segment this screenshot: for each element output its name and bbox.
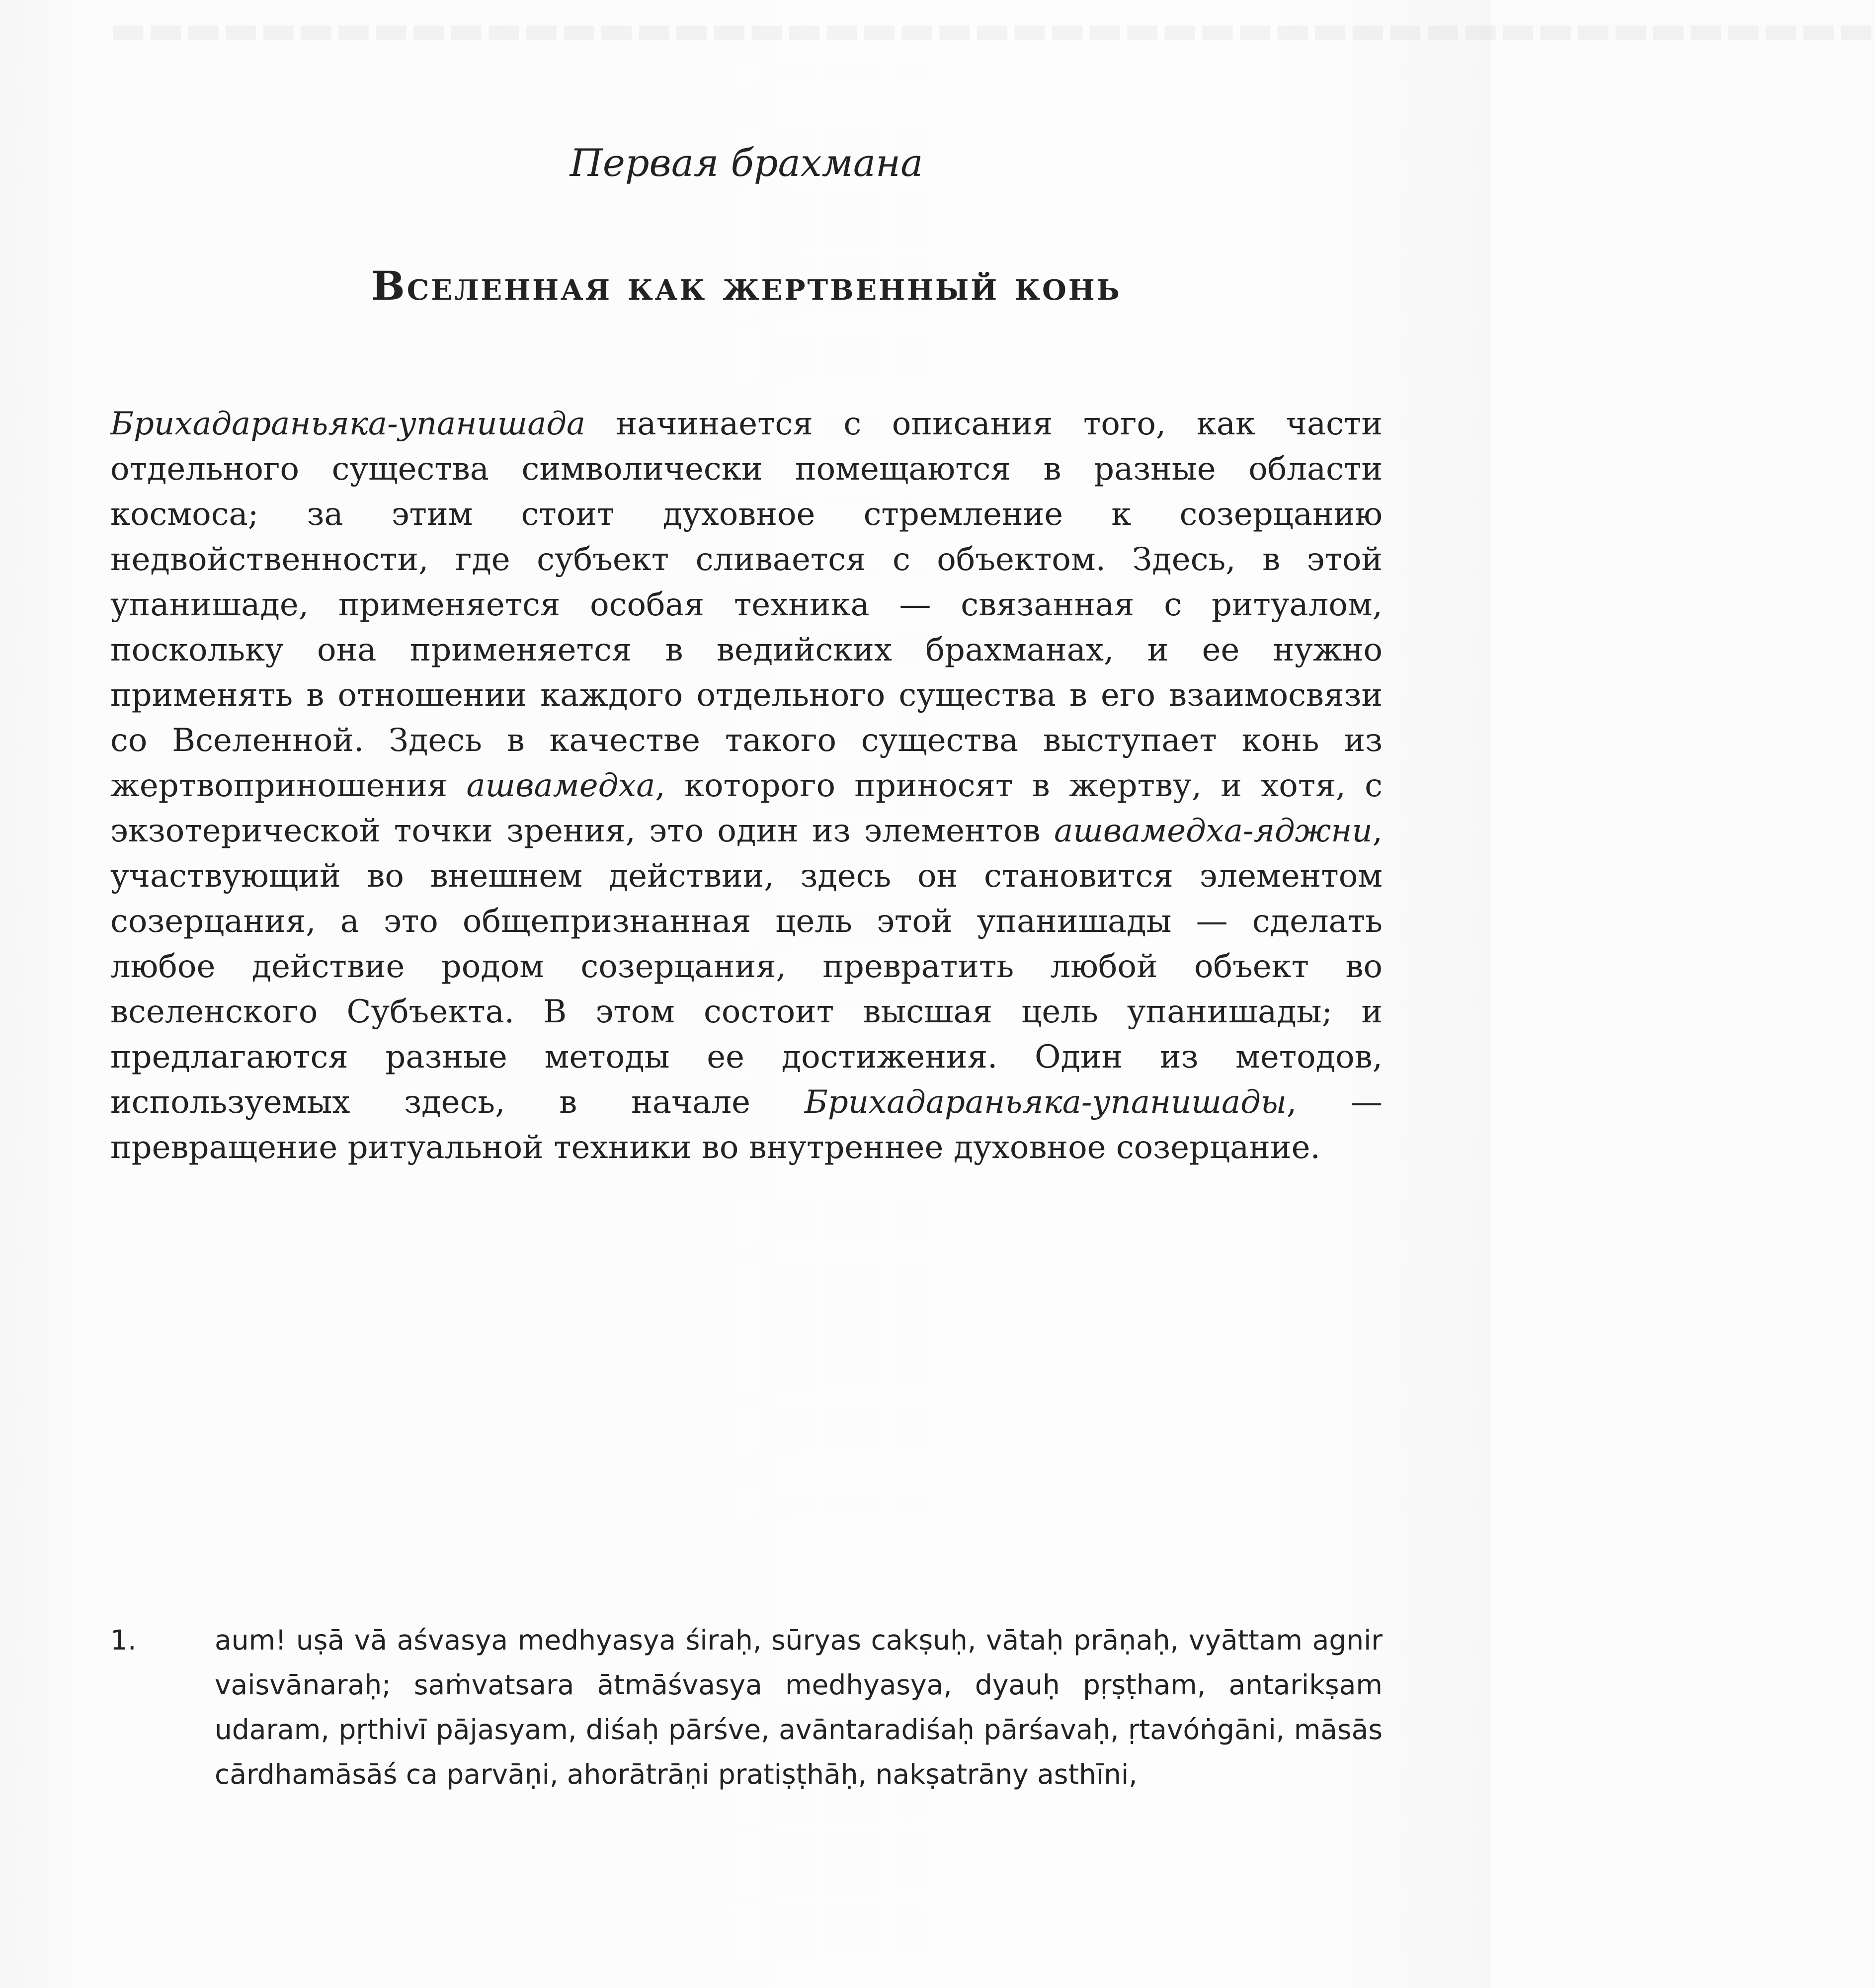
text-run: , которого приносят в жертву, и хотя, с экзотерической точки зрения, это один из элементов: [110, 767, 1383, 849]
text-italic: Брихадараньяка-упанишада: [110, 406, 586, 442]
section-kicker: Первая брахмана: [570, 141, 923, 185]
text-italic: ашвамедха-яджни: [1054, 813, 1373, 849]
body-paragraph: [110, 402, 1383, 1170]
text-run: , — превращение ритуальной техники во внутреннее духовное созерцание.: [110, 1084, 1383, 1166]
show-through-texture: ▬▬▬▬▬▬▬▬▬▬▬▬▬▬▬▬▬▬▬▬▬▬▬▬▬▬▬▬▬▬▬▬▬▬▬▬▬▬▬▬▬▬▬▬▬▬▬: [109, 6, 1875, 53]
text-run: , участвующий во внешнем действии, здесь он становится элементом созерцания, а это общепризнанная цель этой упанишады — сделать любое действие родом созерцания, превратить любой объект во вселенского Субъекта. В этом состоит высшая цель упанишады; и предлагаются разные методы ее достижения. Один из методов, используемых здесь, в начале: [110, 813, 1383, 1121]
verse-transliteration: aum! uṣā vā aśvasya medhyasya śiraḥ, sūryas cakṣuḥ, vātaḥ prāṇaḥ, vyāttam agnir vaisvānaraḥ; saṁvatsara ātmāśvasya medhyasya, dyauḥ pṛṣṭham, antarikṣam udaram, pṛthivī pājasyam, diśaḥ pārśve, avāntaradiśaḥ pārśavaḥ, ṛtavóṅgāni, māsās cārdhamāsāś ca parvāṇi, ahorātrāṇi pratiṣṭhāḥ, nakṣatrāny asthīni,: [215, 1624, 1383, 1790]
text-italic: ашвамедха: [466, 767, 655, 804]
verse-number: 1.: [110, 1624, 137, 1656]
text-run: начинается с описания того, как части отдельного существа символически помещаются в разные области космоса; за этим стоит духовное стремление к созерцанию недвойственности, где субъект сливается с объектом. Здесь, в этой упанишаде, применяется особая техника — связанная с ритуалом, поскольку она применяется в ведийских брахманах, и ее нужно применять в отношении каждого отдельного существа в его взаимосвязи со Вселенной. Здесь в качестве такого существа выступает конь из жертвоприношения: [110, 406, 1383, 804]
text-italic: Брихадараньяка-упанишады: [804, 1084, 1287, 1121]
section-title: Вселенная как жертвенный конь: [371, 262, 1122, 309]
